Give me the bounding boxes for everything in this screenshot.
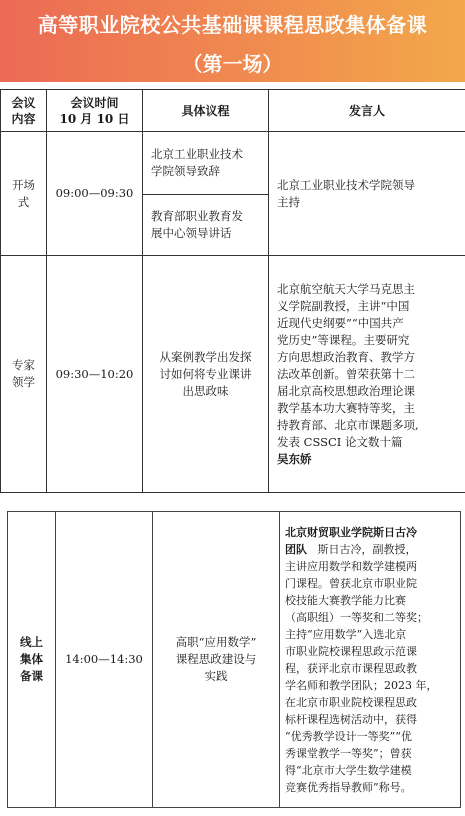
section-expert: 专家 领学 <box>1 256 47 493</box>
agenda-online: 高职“应用数学” 课程思政建设与 实践 <box>153 512 280 808</box>
speaker-expert: 北京航空航天大学马克思主 义学院副教授，主讲“中国 近现代史纲要”“中国共产 党历史”等课程。主要研究 方向思想政治教育、教学方 法改革创新。曾荣获第十二 届北京高校思想政治理论课 教学基本功大赛特等奖，主 持教育部、北京市课题多项, 发表 CSSCI 论文数十篇 吴东娇 <box>269 256 465 493</box>
speaker-opening: 北京工业职业技术学院领导 主持 <box>269 132 465 256</box>
agenda-table-afternoon <box>7 511 461 808</box>
header-meeting-content: 会议 内容 <box>1 90 47 132</box>
table-header-row <box>1 90 465 132</box>
section-online: 线上 集体 备课 <box>8 512 56 808</box>
table-row-expert <box>1 256 465 493</box>
header-speaker: 发言人 <box>269 90 465 132</box>
section-opening: 开场 式 <box>1 132 47 256</box>
header-meeting-time: 会议时间 10 月 10 日 <box>47 90 143 132</box>
table-row-opening-1 <box>1 132 465 195</box>
title-banner <box>0 0 465 82</box>
time-online: 14:00—14:30 <box>56 512 153 808</box>
agenda-ministry-speech: 教育部职业教育发 展中心领导讲话 <box>143 195 269 256</box>
agenda-opening-speech: 北京工业职业技术 学院领导致辞 <box>143 132 269 195</box>
page-subtitle: （第一场） <box>182 52 283 76</box>
header-agenda: 具体议程 <box>143 90 269 132</box>
time-expert: 09:30—10:20 <box>47 256 143 493</box>
speaker-online: 北京财贸职业学院斯日古冷 团队 斯日古冷，副教授， 主讲应用数学和数学建模两 门课程。曾获北京市职业院 校技能大赛教学能力比赛 （高职组）一等奖和二等奖； 主持“应用数学”入选北京 市职业院校课程思政示范课 程，获评北京市课程思政教 学名师和教学团队；2023 年， 在北京市职业院校课程思政 标杆课程选树活动中，获得 “优秀教学设计一等奖”“优 秀课堂教学一等奖”；曾获 得“北京市大学生数学建模 竞赛优秀指导教师”称号。 <box>280 512 461 808</box>
agenda-expert: 从案例教学出发探 讨如何将专业课讲 出思政味 <box>143 256 269 493</box>
agenda-table-morning <box>0 89 465 493</box>
time-opening: 09:00—09:30 <box>47 132 143 256</box>
table-row-online <box>8 512 461 808</box>
page-title: 高等职业院校公共基础课课程思政集体备课 <box>37 13 428 37</box>
speaker-name: 吴东娇 <box>277 451 312 466</box>
speaker-team-name: 北京财贸职业学院斯日古冷 <box>285 525 417 539</box>
